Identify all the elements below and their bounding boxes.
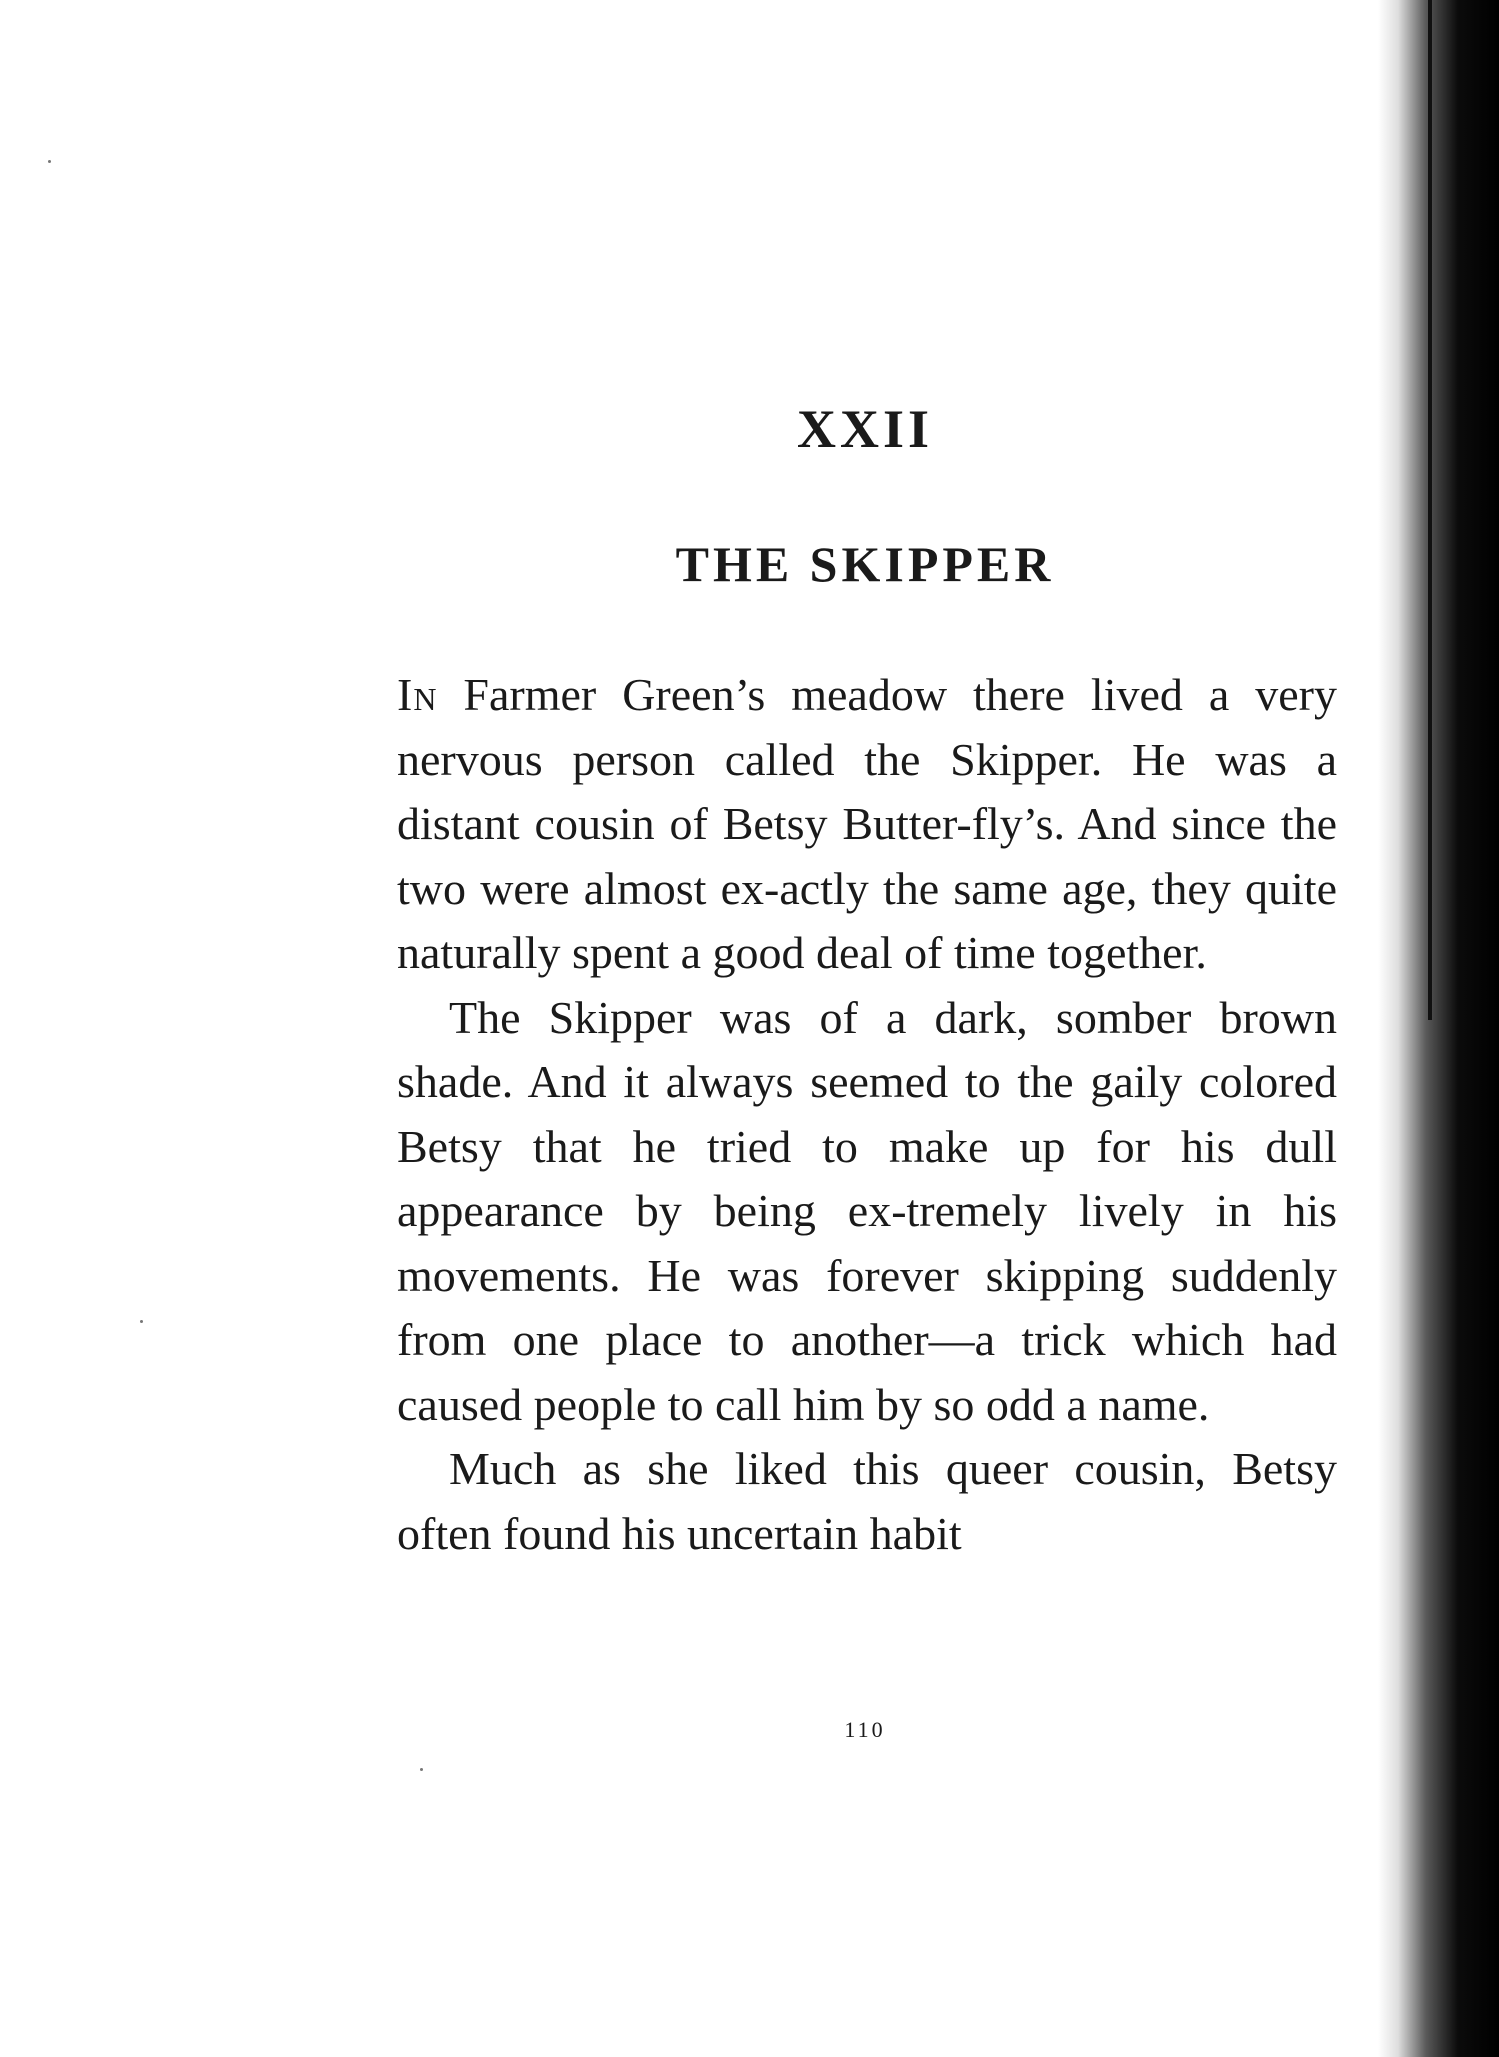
binding-shadow <box>1378 0 1499 2057</box>
paragraph-text: The Skipper was of a dark, somber brown shade. And it always seemed to the gaily colored Betsy that he tried to make up for his dull appearance by being ex-tremely lively in his movements. He was forever skipping suddenly from one place to another—a trick which had caused people to call him by so odd a name. <box>397 991 1337 1430</box>
paragraph <box>397 1437 1337 1566</box>
paragraph <box>397 663 1337 986</box>
scan-speckle <box>140 1320 143 1323</box>
scan-speckle <box>420 1768 423 1771</box>
chapter-title: THE SKIPPER <box>675 536 1055 592</box>
paragraph-text: Farmer Green’s meadow there lived a very nervous person called the Skipper. He was a distant cousin of Betsy Butter-fly’s. And since the two were almost ex-actly the same age, they quite naturally spent a good deal of time together. <box>397 669 1337 978</box>
paragraph-lead-smallcaps: In <box>397 669 438 720</box>
chapter-number: XXII <box>796 399 934 459</box>
scan-speckle <box>48 160 51 163</box>
paragraph-text: Much as she liked this queer cousin, Betsy often found his uncertain habit <box>397 1443 1337 1559</box>
paragraph <box>397 986 1337 1438</box>
body-text <box>397 663 1337 1566</box>
binding-line <box>1428 0 1432 1020</box>
page-number: 110 <box>844 1717 886 1742</box>
